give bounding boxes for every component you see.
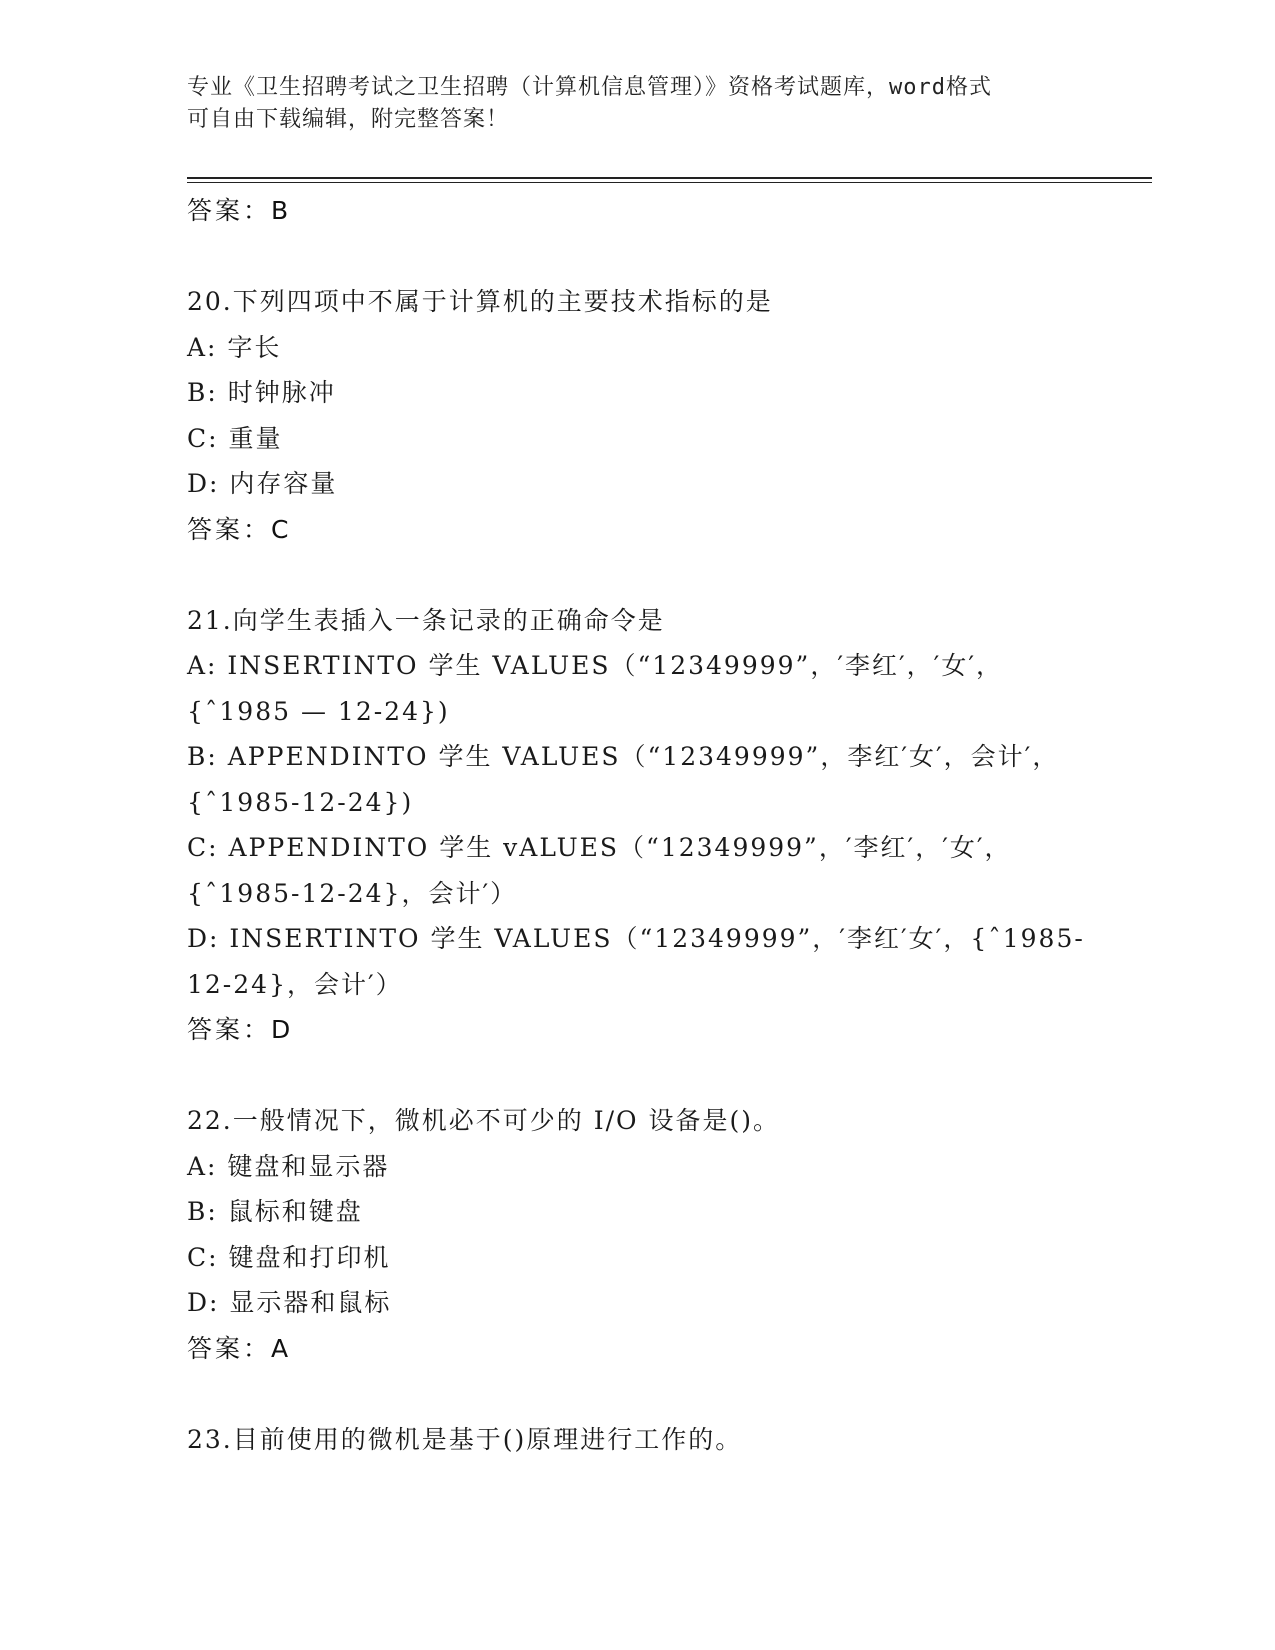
option-b: B: 时钟脉冲: [187, 378, 336, 407]
document-header: [187, 72, 1087, 136]
spacer: [187, 234, 1087, 280]
spacer: [187, 1371, 1087, 1417]
option-b: B: APPENDINTO 学生 VALUES（“12349999”，李红′女′，会计′，: [187, 742, 1060, 771]
question-answer: [187, 1326, 1087, 1372]
option-c: C: APPENDINTO 学生 vALUES（“12349999”，′李红′，′女′，: [187, 833, 1012, 862]
option-a: A: 键盘和显示器: [187, 1151, 390, 1181]
option-b: B: 鼠标和键盘: [187, 1197, 363, 1226]
header-divider-thin: [187, 182, 1152, 183]
option-c: C: 重量: [187, 423, 283, 453]
option-d: D: 显示器和鼠标: [187, 1288, 392, 1317]
answer-label: 答案：: [187, 196, 272, 225]
answer-label: 答案：: [187, 1015, 272, 1044]
option-a: A: 字长: [187, 332, 282, 362]
question-stem: 22.一般情况下，微机必不可少的 I/O 设备是()。: [187, 1106, 780, 1135]
answer-value: D: [271, 1015, 294, 1044]
question-list: [187, 188, 1087, 1462]
answer-label: 答案：: [187, 514, 272, 544]
spacer: [187, 1053, 1087, 1099]
header-line-1: 专业《卫生招聘考试之卫生招聘（计算机信息管理）》资格考试题库，word格式: [187, 75, 992, 100]
question-stem: 23.目前使用的微机是基于()原理进行工作的。: [187, 1424, 743, 1454]
option-a-continued: {ˆ1985 — 12-24}): [187, 696, 450, 726]
answer-label: 答案：: [187, 1333, 272, 1363]
answer-value: B: [271, 196, 292, 225]
question-answer: [187, 1007, 1087, 1053]
question-21: [187, 598, 1087, 1053]
header-divider-thick: [187, 177, 1152, 179]
question-stem: 21.向学生表插入一条记录的正确命令是: [187, 605, 665, 635]
question-20: [187, 279, 1087, 552]
question-23: [187, 1417, 1087, 1463]
option-c: C: 键盘和打印机: [187, 1242, 391, 1272]
answer-value: A: [271, 1333, 292, 1363]
question-22: [187, 1098, 1087, 1371]
question-answer: [187, 507, 1087, 553]
option-b-continued: {ˆ1985-12-24}): [187, 787, 414, 817]
option-a: A: INSERTINTO 学生 VALUES（“12349999”，′李红′，′女′，: [187, 651, 1004, 680]
question-stem: 20.下列四项中不属于计算机的主要技术指标的是: [187, 287, 773, 316]
option-d-continued: 12-24}，会计′）: [187, 969, 403, 999]
option-d: D: INSERTINTO 学生 VALUES（“12349999”，′李红′女′，{ˆ1985-: [187, 924, 1085, 953]
option-c-continued: {ˆ1985-12-24}，会计′）: [187, 878, 518, 908]
answer-value: C: [271, 514, 292, 544]
option-d: D: 内存容量: [187, 469, 338, 498]
previous-answer: [187, 188, 1087, 234]
spacer: [187, 552, 1087, 598]
header-line-2: 可自由下载编辑，附完整答案！: [187, 107, 510, 132]
